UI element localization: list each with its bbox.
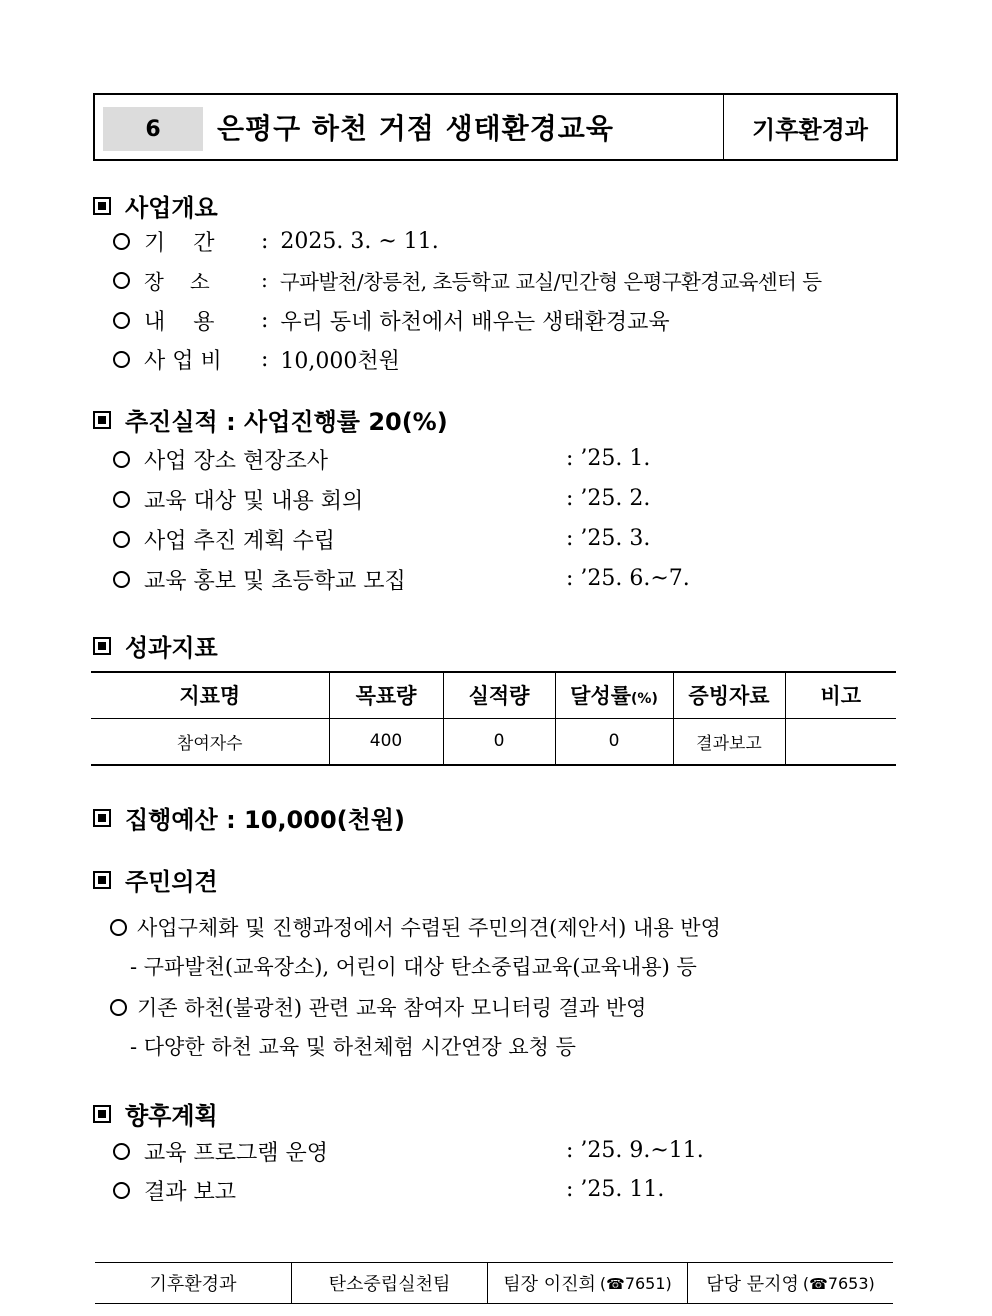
staff-name: 담당 문지영: [706, 1274, 799, 1295]
leader-phone: (☎7651): [599, 1273, 672, 1293]
progress-task: 교육 대상 및 내용 회의: [144, 489, 364, 514]
progress-date: : ’25. 6.~7.: [566, 566, 690, 591]
section-heading: 향후계획: [125, 1102, 218, 1130]
table-row: [91, 718, 896, 765]
footer-contact-table: [95, 1262, 893, 1304]
opinion-detail: - 구파발천(교육장소), 어린이 대상 탄소중립교육(교육내용) 등: [130, 955, 697, 979]
section-progress: [93, 402, 448, 437]
opinion-detail: - 다양한 하천 교육 및 하천체험 시간연장 요청 등: [130, 1035, 576, 1059]
section-heading: 성과지표: [125, 634, 218, 662]
square-bullet-icon: [93, 197, 111, 215]
plan-date: : ’25. 11.: [566, 1177, 665, 1202]
circle-bullet-icon: [113, 451, 130, 468]
progress-date: : ’25. 3.: [566, 526, 651, 551]
square-bullet-icon: [93, 637, 111, 655]
opinion-text: 사업구체화 및 진행과정에서 수렴된 주민의견(제안서) 내용 반영: [137, 916, 721, 940]
circle-bullet-icon: [110, 999, 127, 1016]
progress-date: : ’25. 1.: [566, 446, 651, 471]
table-cell: 400: [329, 718, 443, 765]
progress-item: [113, 484, 363, 515]
column-header: 달성률(%): [555, 672, 673, 718]
footer-dept: 기후환경과: [149, 1274, 237, 1295]
department-label: 기후환경과: [723, 95, 896, 159]
table-cell: 결과보고: [673, 718, 785, 765]
plan-task: 교육 프로그램 운영: [144, 1141, 329, 1166]
footer-staff: [687, 1263, 893, 1303]
overview-item: 장 소 : 구파발천/창릉천, 초등학교 교실/민간형 은평구환경교육센터 등: [113, 265, 821, 295]
progress-item: [113, 444, 328, 475]
section-plan: [93, 1096, 218, 1131]
column-header: 비고: [785, 672, 896, 718]
progress-task: 교육 홍보 및 초등학교 모집: [144, 569, 406, 594]
overview-value: 구파발천/창릉천, 초등학교 교실/민간형 은평구환경교육센터 등: [279, 270, 822, 294]
section-heading: 집행예산 : 10,000(천원): [125, 806, 405, 834]
plan-item: [113, 1175, 236, 1206]
leader-name: 팀장 이진희: [503, 1274, 596, 1295]
section-overview: [93, 188, 218, 223]
staff-phone: (☎7653): [802, 1273, 875, 1293]
circle-bullet-icon: [113, 351, 130, 368]
progress-task: 사업 추진 계획 수립: [144, 529, 335, 554]
square-bullet-icon: [93, 1105, 111, 1123]
table-cell: 0: [443, 718, 555, 765]
column-header: 실적량: [443, 672, 555, 718]
table-header-row: [91, 672, 896, 718]
progress-item: [113, 564, 406, 595]
table-cell: 참여자수: [176, 733, 243, 754]
section-heading: 추진실적 : 사업진행률 20(%): [125, 408, 448, 436]
section-heading: 주민의견: [125, 868, 218, 896]
section-opinions: [93, 862, 218, 897]
overview-item: 내 용 : 우리 동네 하천에서 배우는 생태환경교육: [113, 305, 670, 336]
circle-bullet-icon: [113, 233, 130, 250]
table-cell: [785, 718, 896, 765]
overview-value: 10,000천원: [280, 349, 400, 374]
square-bullet-icon: [93, 809, 111, 827]
overview-label: 사 업 비: [144, 349, 222, 374]
circle-bullet-icon: [113, 571, 130, 588]
page-title: 은평구 하천 거점 생태환경교육: [217, 112, 614, 145]
opinion-item: [110, 912, 721, 942]
circle-bullet-icon: [113, 531, 130, 548]
circle-bullet-icon: [113, 312, 130, 329]
overview-label: 장 소: [144, 270, 210, 294]
circle-bullet-icon: [113, 1182, 130, 1199]
kpi-table: [91, 671, 896, 766]
circle-bullet-icon: [110, 919, 127, 936]
overview-value: 우리 동네 하천에서 배우는 생태환경교육: [280, 310, 670, 335]
circle-bullet-icon: [113, 491, 130, 508]
circle-bullet-icon: [113, 1143, 130, 1160]
overview-item: 기 간 : 2025. 3. ~ 11.: [113, 226, 439, 257]
progress-date: : ’25. 2.: [566, 486, 651, 511]
plan-item: [113, 1136, 328, 1167]
telephone-icon: ☎: [606, 1274, 625, 1293]
table-cell: 0: [555, 718, 673, 765]
circle-bullet-icon: [113, 272, 130, 289]
plan-task: 결과 보고: [144, 1180, 237, 1205]
column-header: 목표량: [329, 672, 443, 718]
footer-team: 탄소중립실천팀: [291, 1263, 487, 1303]
footer-leader: [487, 1263, 687, 1303]
opinion-text: 기존 하천(불광천) 관련 교육 참여자 모니터링 결과 반영: [137, 996, 647, 1020]
section-heading: 사업개요: [125, 194, 218, 222]
plan-date: : ’25. 9.~11.: [566, 1138, 704, 1163]
overview-value: 2025. 3. ~ 11.: [280, 229, 439, 254]
overview-label: 기 간: [144, 231, 215, 256]
overview-item: 사 업 비 : 10,000천원: [113, 344, 400, 375]
telephone-icon: ☎: [809, 1274, 828, 1293]
progress-task: 사업 장소 현장조사: [144, 449, 329, 474]
section-kpi: [93, 628, 218, 663]
title-box: [93, 93, 898, 161]
item-number: 6: [103, 107, 203, 151]
overview-label: 내 용: [144, 310, 215, 335]
opinion-item: [110, 992, 646, 1022]
square-bullet-icon: [93, 871, 111, 889]
square-bullet-icon: [93, 411, 111, 429]
column-header: 지표명: [179, 684, 241, 709]
progress-item: [113, 524, 335, 555]
section-budget: [93, 800, 405, 835]
column-header: 증빙자료: [673, 672, 785, 718]
